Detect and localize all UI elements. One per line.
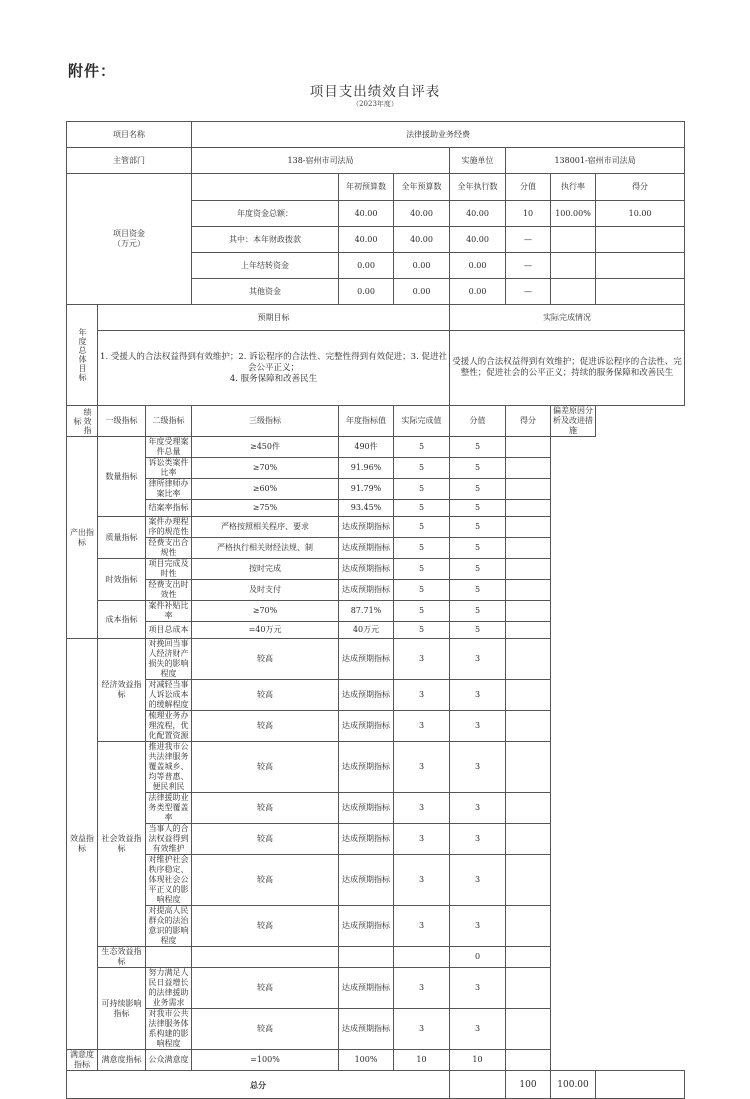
project-name-value: 法律援助业务经费: [192, 122, 685, 148]
indicators-section-label: 绩效指标: [67, 406, 98, 437]
indicator-target: 较高: [192, 680, 339, 711]
funds-header-annual: 全年预算数: [394, 174, 450, 201]
indicator-target: ≥60%: [192, 479, 339, 500]
funds-row-initial: 40.00: [339, 201, 394, 227]
indicator-weight: 5: [394, 500, 450, 517]
header-weight: 分值: [450, 406, 506, 437]
indicator-weight: 3: [394, 1009, 450, 1050]
indicator-actual: 93.45%: [339, 500, 394, 517]
indicator-score: 3: [450, 742, 506, 793]
header-target: 年度指标值: [339, 406, 394, 437]
indicator-name: 公众满意度: [146, 1050, 192, 1071]
indicator-score: 3: [450, 793, 506, 824]
indicator-target: 较高: [192, 855, 339, 906]
indicator-remark: [506, 1009, 551, 1050]
funds-row-initial: 0.00: [339, 253, 394, 279]
indicator-score: 5: [450, 538, 506, 559]
level1-output: 产出指标: [67, 437, 98, 639]
funds-row-initial: 40.00: [339, 227, 394, 253]
level2-quality: 质量指标: [98, 517, 146, 559]
header-score: 得分: [506, 406, 551, 437]
attachment-label: 附件：: [68, 62, 117, 80]
evaluation-table: [66, 121, 685, 1099]
indicator-actual: 达成预期指标: [339, 968, 394, 1009]
goals-expected-header: 预期目标: [98, 305, 450, 331]
indicator-actual: [339, 947, 394, 968]
indicator-score: 3: [450, 906, 506, 947]
indicator-row: [67, 947, 685, 968]
level2-economic: 经济效益指标: [98, 639, 146, 742]
indicator-weight: 10: [394, 1050, 450, 1071]
indicator-name: 梳理业务办理流程，优化配置资源: [146, 711, 192, 742]
funds-row-annual: 40.00: [394, 201, 450, 227]
indicator-score: 3: [450, 968, 506, 1009]
page-title: 项目支出绩效自评表: [309, 84, 441, 100]
indicator-name: 推进我市公共法律服务覆盖城乡、均等普惠、便民利民: [146, 742, 192, 793]
header-level3: 三级指标: [192, 406, 339, 437]
funds-row-annual: 40.00: [394, 227, 450, 253]
indicator-actual: 达成预期指标: [339, 559, 394, 580]
indicator-remark: [506, 639, 551, 680]
indicator-row: [67, 639, 685, 680]
indicator-row: [67, 824, 685, 855]
total-remark: [596, 1071, 685, 1099]
indicator-remark: [506, 538, 551, 559]
indicator-actual: 达成预期指标: [339, 793, 394, 824]
level2-timeliness: 时效指标: [98, 559, 146, 601]
indicator-row: [67, 458, 685, 479]
indicator-actual: 达成预期指标: [339, 855, 394, 906]
dept-label: 主管部门: [67, 148, 192, 174]
indicator-score: 3: [450, 855, 506, 906]
impl-label: 实施单位: [450, 148, 506, 174]
indicator-name: 对挽回当事人经济财产损失的影响程度: [146, 639, 192, 680]
project-name-label: 项目名称: [67, 122, 192, 148]
indicator-remark: [506, 500, 551, 517]
funds-header-score: 得分: [596, 174, 685, 201]
indicator-score: 3: [450, 711, 506, 742]
indicator-target: 较高: [192, 742, 339, 793]
indicator-row: [67, 855, 685, 906]
indicator-row: [67, 793, 685, 824]
indicator-target: 较高: [192, 968, 339, 1009]
header-remark: 偏差原因分析及改进措施: [551, 406, 596, 437]
indicator-target: 较高: [192, 824, 339, 855]
indicator-target: 及时支付: [192, 580, 339, 601]
indicator-remark: [506, 559, 551, 580]
indicator-actual: 91.96%: [339, 458, 394, 479]
indicator-score: 3: [450, 639, 506, 680]
funds-row-rate: [551, 227, 596, 253]
indicator-remark: [506, 968, 551, 1009]
indicator-target: ≥70%: [192, 601, 339, 622]
indicator-name: 对提高人民群众的法治意识的影响程度: [146, 906, 192, 947]
funds-header-blank: [192, 174, 339, 201]
indicator-name: 经费支出合规性: [146, 538, 192, 559]
funds-row-name: 年度资金总额：: [192, 201, 339, 227]
indicator-actual: 100%: [339, 1050, 394, 1071]
funds-label-line2: （万元）: [113, 239, 145, 248]
indicator-target: =100%: [192, 1050, 339, 1071]
indicator-name: 年度受理案件总量: [146, 437, 192, 458]
indicator-target: 较高: [192, 711, 339, 742]
funds-row-name: 其中：本年财政拨款: [192, 227, 339, 253]
indicator-remark: [506, 458, 551, 479]
funds-header-rate: 执行率: [551, 174, 596, 201]
indicator-weight: 3: [394, 855, 450, 906]
indicator-name: 诉讼类案件比率: [146, 458, 192, 479]
indicator-name: 法律援助业务类型覆盖率: [146, 793, 192, 824]
indicator-remark: [506, 824, 551, 855]
indicator-remark: [506, 517, 551, 538]
funds-row-score: [596, 253, 685, 279]
indicator-weight: 3: [394, 742, 450, 793]
indicator-weight: 3: [394, 711, 450, 742]
indicator-actual: 达成预期指标: [339, 580, 394, 601]
funds-header-initial: 年初预算数: [339, 174, 394, 201]
indicator-target: 严格执行相关财经法规、制: [192, 538, 339, 559]
indicator-score: 5: [450, 580, 506, 601]
indicator-score: 3: [450, 1009, 506, 1050]
indicator-remark: [506, 622, 551, 639]
level2-social: 社会效益指标: [98, 742, 146, 947]
indicator-remark: [506, 855, 551, 906]
indicator-name: 努力满足人民日益增长的法律援助业务需求: [146, 968, 192, 1009]
funds-row-executed: 0.00: [450, 253, 506, 279]
level2-ecological: 生态效益指标: [98, 947, 146, 968]
indicator-actual: 490件: [339, 437, 394, 458]
indicator-name: 对维护社会秩序稳定、体现社会公平正义的影响程度: [146, 855, 192, 906]
header-level1: 一级指标: [98, 406, 146, 437]
indicator-weight: 5: [394, 559, 450, 580]
dept-value: 138-宿州市司法局: [192, 148, 450, 174]
indicator-score: 5: [450, 622, 506, 639]
indicator-weight: 5: [394, 458, 450, 479]
indicator-weight: 5: [394, 479, 450, 500]
indicator-row: [67, 559, 685, 580]
indicator-score: 5: [450, 437, 506, 458]
indicator-name: 案件办理程序的规范性: [146, 517, 192, 538]
indicator-row: [67, 906, 685, 947]
indicator-weight: 3: [394, 968, 450, 1009]
level2-satisfaction: 满意度指标: [98, 1050, 146, 1071]
indicator-row: [67, 437, 685, 458]
indicator-name: 经费支出时效性: [146, 580, 192, 601]
indicator-score: 5: [450, 500, 506, 517]
indicator-actual: 达成预期指标: [339, 742, 394, 793]
indicator-weight: 5: [394, 601, 450, 622]
funds-row-rate: [551, 279, 596, 305]
indicator-score: 10: [450, 1050, 506, 1071]
funds-row-name: 其他资金: [192, 279, 339, 305]
indicator-row: [67, 538, 685, 559]
indicator-target: 较高: [192, 639, 339, 680]
indicator-row: [67, 601, 685, 622]
indicator-target: 按时完成: [192, 559, 339, 580]
indicator-remark: [506, 742, 551, 793]
indicator-score: 5: [450, 479, 506, 500]
indicator-score: 0: [450, 947, 506, 968]
funds-row-score: [596, 279, 685, 305]
funds-row-executed: 0.00: [450, 279, 506, 305]
indicator-remark: [506, 711, 551, 742]
indicator-score: 5: [450, 559, 506, 580]
indicator-actual: 达成预期指标: [339, 906, 394, 947]
goals-expected-text: 1. 受援人的合法权益得到有效维护；2. 诉讼程序的合法性、完整性得到有效促进；3. 促进社会公平正义； 4. 服务保障和改善民生: [98, 331, 450, 406]
funds-row-weight: —: [506, 279, 551, 305]
funds-header-weight: 分值: [506, 174, 551, 201]
indicator-score: 5: [450, 517, 506, 538]
funds-row-executed: 40.00: [450, 227, 506, 253]
indicator-row: [67, 580, 685, 601]
indicator-weight: 3: [394, 793, 450, 824]
indicator-remark: [506, 793, 551, 824]
indicator-name: 项目总成本: [146, 622, 192, 639]
total-actual: [450, 1071, 506, 1099]
indicator-remark: [506, 947, 551, 968]
indicator-remark: [506, 1050, 551, 1071]
goals-actual-header: 实际完成情况: [450, 305, 685, 331]
indicator-name: 律所律师办案比率: [146, 479, 192, 500]
indicator-target: [192, 947, 339, 968]
indicator-name: 对减轻当事人诉讼成本的缓解程度: [146, 680, 192, 711]
indicator-target: 较高: [192, 1009, 339, 1050]
funds-row-score: 10.00: [596, 201, 685, 227]
header-actual: 实际完成值: [394, 406, 450, 437]
indicator-name: 案件补贴比率: [146, 601, 192, 622]
indicator-weight: [394, 947, 450, 968]
indicator-row: [67, 742, 685, 793]
indicator-target: ≥70%: [192, 458, 339, 479]
funds-row-weight: —: [506, 227, 551, 253]
funds-row-initial: 0.00: [339, 279, 394, 305]
funds-row-rate: [551, 253, 596, 279]
funds-row-score: [596, 227, 685, 253]
funds-row-name: 上年结转资金: [192, 253, 339, 279]
funds-row-weight: —: [506, 253, 551, 279]
indicator-target: 较高: [192, 793, 339, 824]
indicator-actual: 达成预期指标: [339, 680, 394, 711]
funds-row-annual: 0.00: [394, 279, 450, 305]
level2-quantity: 数量指标: [98, 437, 146, 517]
header-level2: 二级指标: [146, 406, 192, 437]
total-weight: 100: [506, 1071, 551, 1099]
indicator-weight: 5: [394, 538, 450, 559]
indicator-weight: 5: [394, 437, 450, 458]
indicator-actual: 达成预期指标: [339, 824, 394, 855]
indicator-actual: 91.79%: [339, 479, 394, 500]
indicator-row: [67, 711, 685, 742]
total-score: 100.00: [551, 1071, 596, 1099]
funds-header-executed: 全年执行数: [450, 174, 506, 201]
indicator-remark: [506, 680, 551, 711]
indicator-name: [146, 947, 192, 968]
indicator-target: 较高: [192, 906, 339, 947]
indicator-remark: [506, 437, 551, 458]
indicator-actual: 40万元: [339, 622, 394, 639]
indicator-weight: 5: [394, 622, 450, 639]
indicator-score: 5: [450, 458, 506, 479]
funds-label-line1: 项目资金: [113, 229, 145, 238]
indicator-name: 项目完成及时性: [146, 559, 192, 580]
indicator-score: 3: [450, 680, 506, 711]
goals-actual-text: 受援人的合法权益得到有效维护；促进诉讼程序的合法性、完整性；促进社会的公平正义；持续的服务保障和改善民生: [450, 331, 685, 406]
indicator-weight: 3: [394, 680, 450, 711]
indicator-name: 当事人的合法权益得到有效维护: [146, 824, 192, 855]
indicator-remark: [506, 906, 551, 947]
indicator-score: 3: [450, 824, 506, 855]
indicator-name: 结案率指标: [146, 500, 192, 517]
funds-label: [67, 174, 192, 305]
indicator-weight: 5: [394, 580, 450, 601]
indicator-remark: [506, 601, 551, 622]
indicator-remark: [506, 479, 551, 500]
level2-sustainable: 可持续影响指标: [98, 968, 146, 1050]
indicator-weight: 3: [394, 639, 450, 680]
page-subtitle: （2023年度）: [352, 100, 398, 108]
funds-row-executed: 40.00: [450, 201, 506, 227]
indicator-row: [67, 622, 685, 639]
indicator-weight: 5: [394, 517, 450, 538]
indicator-row: [67, 1009, 685, 1050]
level1-benefit: 效益指标: [67, 639, 98, 1050]
indicator-actual: 达成预期指标: [339, 538, 394, 559]
indicator-row: [67, 517, 685, 538]
indicator-row: [67, 680, 685, 711]
indicator-weight: 3: [394, 824, 450, 855]
indicator-row: [67, 968, 685, 1009]
impl-value: 138001-宿州市司法局: [506, 148, 685, 174]
indicator-remark: [506, 580, 551, 601]
indicator-actual: 达成预期指标: [339, 1009, 394, 1050]
level1-satisfaction: 满意度指标: [67, 1050, 98, 1071]
funds-row-annual: 0.00: [394, 253, 450, 279]
indicator-actual: 达成预期指标: [339, 517, 394, 538]
goals-label: 年度总体目标: [67, 305, 98, 406]
indicator-actual: 达成预期指标: [339, 639, 394, 680]
indicator-target: ≥75%: [192, 500, 339, 517]
total-label: 总分: [67, 1071, 450, 1099]
indicator-row: [67, 479, 685, 500]
indicator-row: [67, 1050, 685, 1071]
indicator-actual: 87.71%: [339, 601, 394, 622]
indicator-row: [67, 500, 685, 517]
funds-row-weight: 10: [506, 201, 551, 227]
indicator-score: 5: [450, 601, 506, 622]
indicator-actual: 达成预期指标: [339, 711, 394, 742]
funds-row-rate: 100.00%: [551, 201, 596, 227]
indicator-target: =40万元: [192, 622, 339, 639]
indicator-weight: 3: [394, 906, 450, 947]
level2-cost: 成本指标: [98, 601, 146, 639]
indicator-name: 对我市公共法律服务体系构建的影响程度: [146, 1009, 192, 1050]
indicator-target: ≥450件: [192, 437, 339, 458]
indicator-target: 严格按照相关程序、要求: [192, 517, 339, 538]
